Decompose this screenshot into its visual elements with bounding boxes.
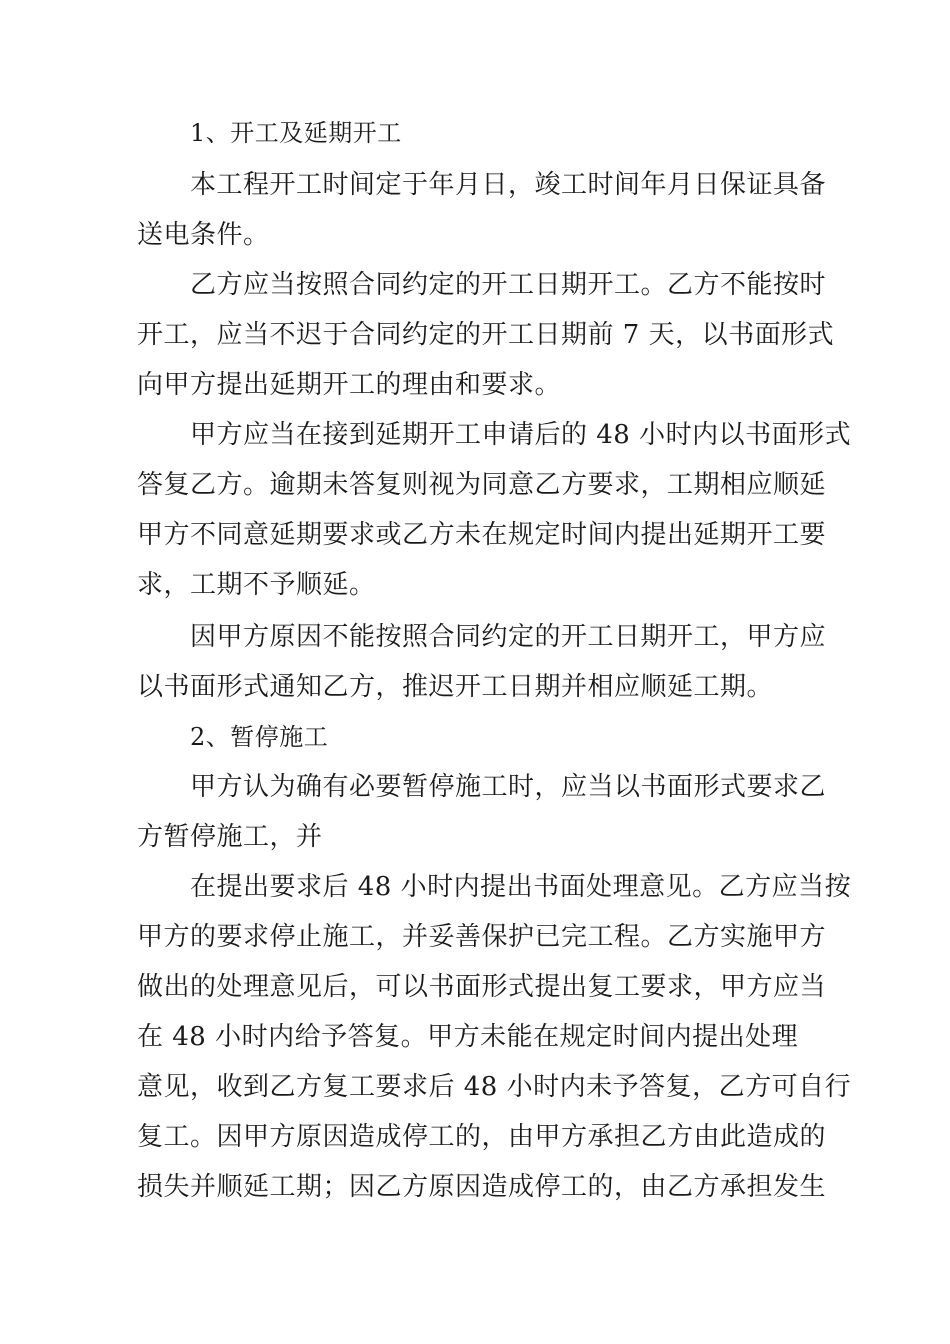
text-line-13: 方暂停施工，并 bbox=[137, 822, 323, 852]
text-line-6: 甲方应当在接到延期开工申请后的 48 小时内以书面形式 bbox=[190, 420, 852, 450]
text-line-15: 甲方的要求停止施工，并妥善保护已完工程。乙方实施甲方 bbox=[137, 922, 827, 952]
text-line-10: 因甲方原因不能按照合同约定的开工日期开工，甲方应 bbox=[190, 622, 827, 652]
text-line-1: 本工程开工时间定于年月日，竣工时间年月日保证具备 bbox=[190, 170, 827, 200]
text-line-8: 甲方不同意延期要求或乙方未在规定时间内提出延期开工要 bbox=[137, 520, 827, 550]
text-line-3: 乙方应当按照合同约定的开工日期开工。乙方不能按时 bbox=[190, 270, 827, 300]
text-line-7: 答复乙方。逾期未答复则视为同意乙方要求，工期相应顺延 bbox=[137, 470, 827, 500]
section-heading-2: 2、暂停施工 bbox=[190, 723, 329, 751]
section-heading-1: 1、开工及延期开工 bbox=[190, 119, 402, 147]
text-line-17: 在 48 小时内给予答复。甲方未能在规定时间内提出处理 bbox=[137, 1022, 799, 1052]
text-line-9: 求，工期不予顺延。 bbox=[137, 570, 376, 600]
text-line-19: 复工。因甲方原因造成停工的，由甲方承担乙方由此造成的 bbox=[137, 1122, 827, 1152]
text-line-2: 送电条件。 bbox=[137, 220, 270, 250]
text-line-5: 向甲方提出延期开工的理由和要求。 bbox=[137, 370, 562, 400]
text-line-4: 开工，应当不迟于合同约定的开工日期前 7 天，以书面形式 bbox=[137, 320, 835, 350]
text-line-18: 意见，收到乙方复工要求后 48 小时内未予答复，乙方可自行 bbox=[137, 1072, 852, 1102]
text-line-11: 以书面形式通知乙方，推迟开工日期并相应顺延工期。 bbox=[137, 672, 774, 702]
text-line-16: 做出的处理意见后，可以书面形式提出复工要求，甲方应当 bbox=[137, 972, 827, 1002]
text-line-14: 在提出要求后 48 小时内提出书面处理意见。乙方应当按 bbox=[190, 872, 852, 902]
text-line-12: 甲方认为确有必要暂停施工时，应当以书面形式要求乙 bbox=[190, 772, 827, 802]
text-line-20: 损失并顺延工期；因乙方原因造成停工的，由乙方承担发生 bbox=[137, 1172, 827, 1202]
